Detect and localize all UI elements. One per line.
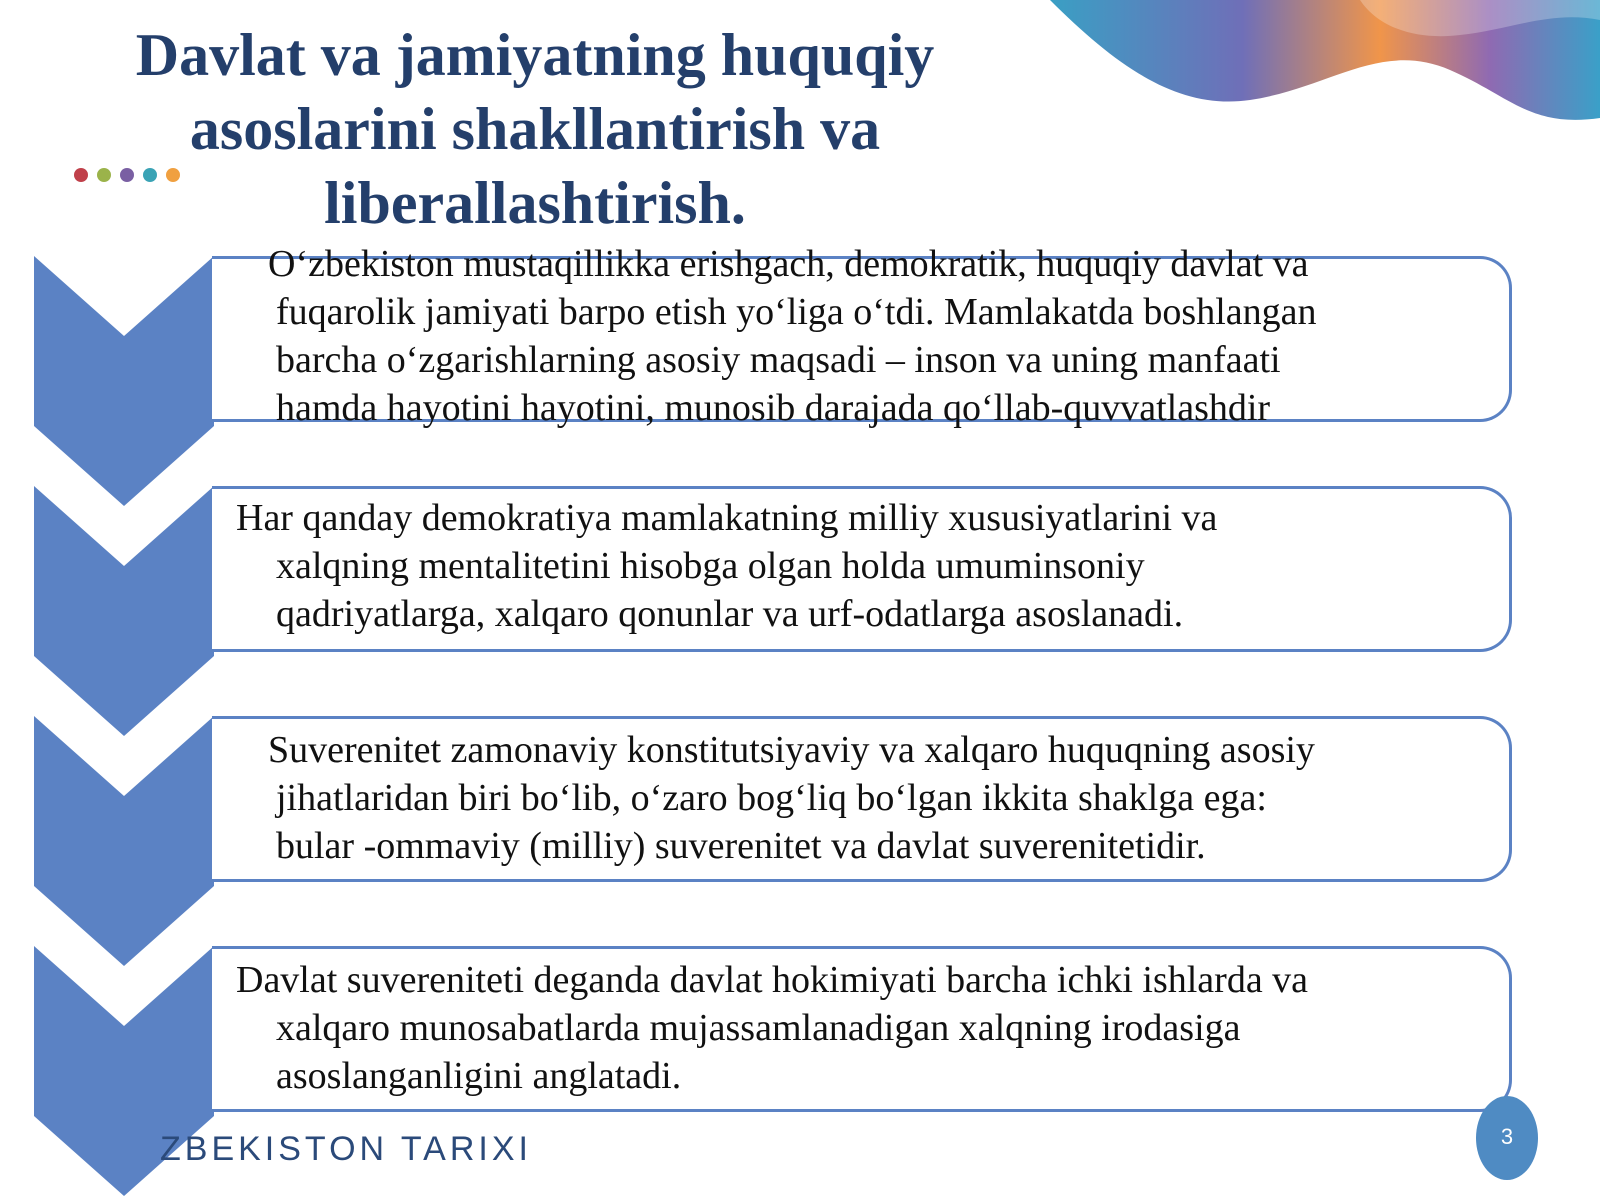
step-line: fuqarolik jamiyati barpo etish yo‘liga o‘tdi. Mamlakatda boshlangan	[276, 291, 1317, 333]
footer-text: ZBEKISTON TARIXI	[160, 1130, 532, 1168]
chevron-step-2	[34, 486, 214, 736]
title-line: asoslarini shakllantirish va	[189, 96, 881, 162]
step-line: xalqning mentalitetini hisobga olgan holda umuminsoniy	[276, 545, 1145, 587]
chevron-step-3	[34, 716, 214, 966]
step-line: bular -ommaviy (milliy) suverenitet va davlat suverenitetidir.	[276, 825, 1206, 867]
step-text-1	[268, 240, 1317, 432]
step-line: qadriyatlarga, xalqaro qonunlar va urf-odatlarga asoslanadi.	[276, 593, 1184, 635]
step-line: Suverenitet zamonaviy konstitutsiyaviy va xalqaro huquqning asosiy	[268, 729, 1315, 771]
step-line: O‘zbekiston mustaqillikka erishgach, demokratik, huquqiy davlat va	[268, 243, 1309, 285]
step-line: barcha o‘zgarishlarning asosiy maqsadi – inson va uning manfaati	[276, 339, 1281, 381]
chevron-step-1	[34, 256, 214, 506]
step-text-2	[236, 494, 1217, 638]
step-line: jihatlaridan biri bo‘lib, o‘zaro bog‘liq bo‘lgan ikkita shaklga ega:	[276, 777, 1267, 819]
step-line: asoslanganligini anglatadi.	[276, 1055, 682, 1097]
step-line: hamda hayotini hayotini, munosib darajada qo‘llab-quvvatlashdir	[276, 387, 1271, 429]
step-line: xalqaro munosabatlarda mujassamlanadigan xalqning irodasiga	[276, 1007, 1241, 1049]
title-line: Davlat va jamiyatning huquqiy	[135, 22, 935, 88]
step-line: Har qanday demokratiya mamlakatning milliy xususiyatlarini va	[236, 497, 1218, 539]
step-line: Davlat suvereniteti deganda davlat hokimiyati barcha ichki ishlarda va	[236, 959, 1309, 1001]
title-line: liberallashtirish.	[324, 170, 746, 236]
page-number: 3	[1500, 1124, 1514, 1149]
step-text-4	[236, 956, 1308, 1100]
step-text-3	[268, 726, 1315, 870]
